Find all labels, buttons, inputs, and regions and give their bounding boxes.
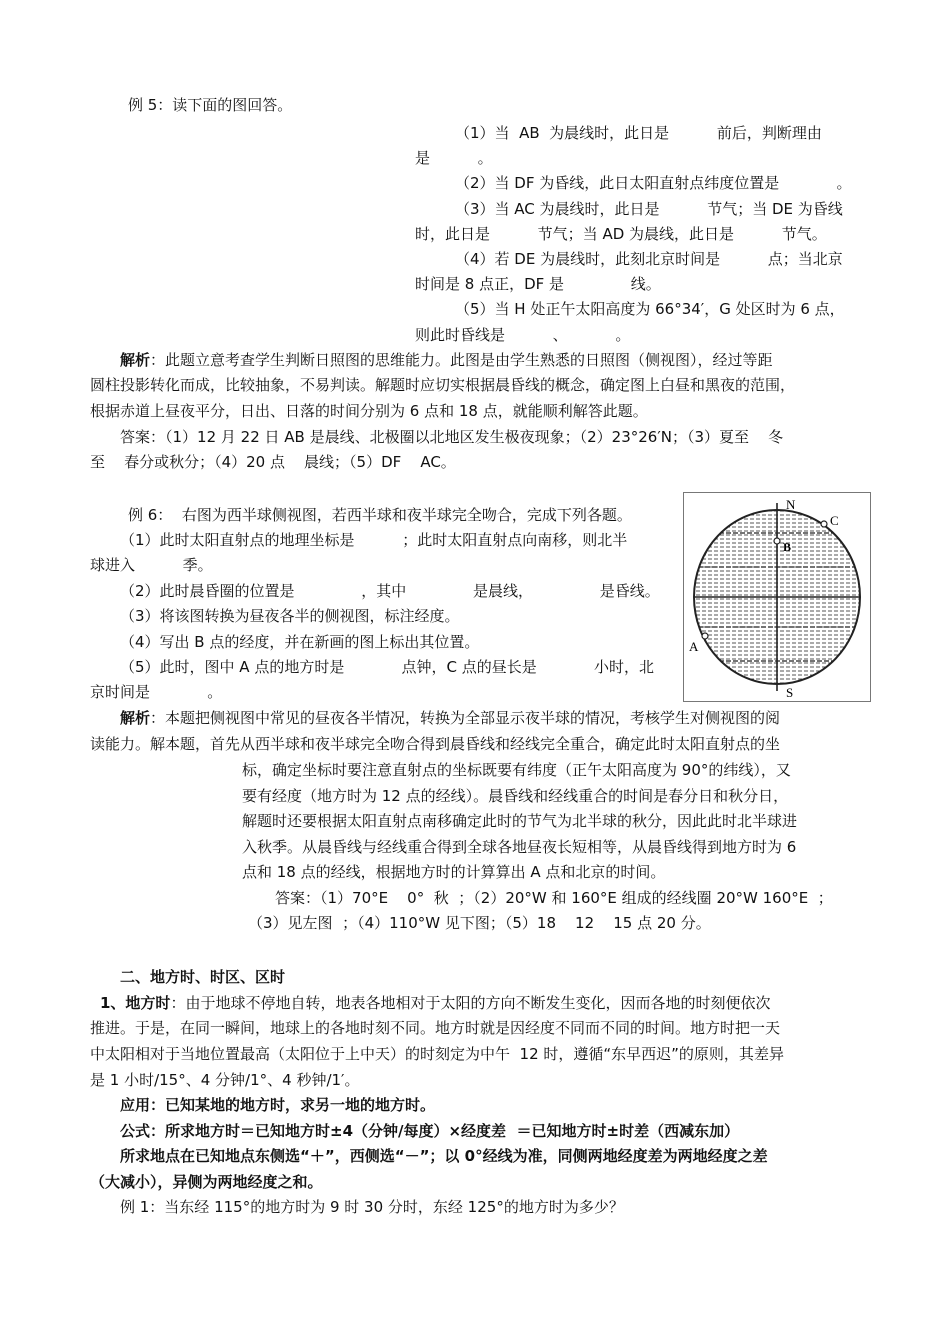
ex6-analysis-line6: 入秋季。从晨昏线与经线重合得到全球各地昼夜长短相等，从晨昏线得到地方时为 6 (242, 838, 797, 856)
ex5-analysis-label: 解析 (120, 351, 151, 369)
ex5-analysis-line3: 根据赤道上昼夜平分，日出、日落的时间分别为 6 点和 18 点，就能顺利解答此题。 (90, 402, 648, 420)
ex6-q2: （2）此时晨昏圈的位置是 ，其中 是晨线， 是昏线。 (120, 582, 660, 600)
local-time-term: 1、地方时 (100, 994, 171, 1012)
label-b: B (783, 540, 792, 554)
hemisphere-diagram (684, 493, 870, 701)
ex6-analysis-line1 (120, 708, 780, 728)
ex6-q5-line1: （5）此时，图中 A 点的地方时是 点钟，C 点的昼长是 小时，北 (120, 658, 655, 676)
ex5-q1-line2: 是 。 (415, 149, 493, 167)
section2-para-line3: 中太阳相对于当地位置最高（太阳位于上中天）的时刻定为中午 12 时，遵循“东早西迟”的原则，其差异 (90, 1045, 784, 1063)
section2-para-line4: 是 1 小时/15°、4 分钟/1°、4 秒钟/1′。 (90, 1071, 360, 1089)
ex5-q2: （2）当 DF 为昏线，此日太阳直射点纬度位置是 。 (455, 174, 852, 192)
application-line: 应用：已知某地的地方时，求另一地的地方时。 (120, 1096, 436, 1114)
ex6-analysis-label: 解析 (120, 709, 151, 727)
ex5-q4-line2: 时间是 8 点正，DF 是 线。 (415, 275, 661, 293)
ex6-q3: （3）将该图转换为昼夜各半的侧视图，标注经度。 (120, 607, 460, 625)
ex5-q4-line1: （4）若 DE 为晨线时，此刻北京时间是 点；当北京 (455, 250, 843, 268)
ex5-answer-line1: 答案：（1）12 月 22 日 AB 是晨线、北极圈以北地区发生极夜现象；（2）23°26′N；（3）夏至 冬 (120, 428, 784, 446)
ex5-answer-line2: 至 春分或秋分；（4）20 点 晨线；（5）DF AC。 (90, 453, 456, 471)
ex6-q1-line1: （1）此时太阳直射点的地理坐标是 ；此时太阳直射点向南移，则北半 (120, 531, 628, 549)
section2-para-line2: 推进。于是，在同一瞬间，地球上的各地时刻不同。地方时就是因经度不同而不同的时间。地方时把一天 (90, 1019, 781, 1037)
ex5-analysis-line2: 圆柱投影转化而成，比较抽象，不易判读。解题时应切实根据晨昏线的概念，确定图上白昼和黑夜的范围， (90, 376, 796, 394)
ex6-analysis-line2: 读能力。解本题，首先从西半球和夜半球完全吻合得到晨昏线和经线完全重合，确定此时太阳直射点的坐 (90, 735, 781, 753)
ex6-analysis-line4: 要有经度（地方时为 12 点的经线）。晨昏线和经线重合的时间是春分日和秋分日， (242, 787, 789, 805)
ex5-q1-line1: （1）当 AB 为晨线时，此日是 前后，判断理由 (455, 124, 822, 142)
western-hemisphere-figure (683, 492, 871, 702)
ex5-analysis-text: ：此题立意考查学生判断日照图的思维能力。此图是由学生熟悉的日照图（侧视图），经过等距 (150, 351, 773, 369)
label-n: N (786, 497, 796, 512)
ex6-answer-line1: 答案：（1）70°E 0° 秋 ；（2）20°W 和 160°E 组成的经线圈 20°W 160°E ； (275, 889, 833, 907)
ex5-q5-line1: （5）当 H 处正午太阳高度为 66°34′，G 处区时为 6 点， (455, 300, 845, 318)
ex6-analysis-line7: 点和 18 点的经线，根据地方时的计算算出 A 点和北京的时间。 (242, 863, 666, 881)
rule-line2: （大减小），异侧为两地经度之和。 (90, 1173, 323, 1191)
ex6-q1-line2: 球进入 季。 (90, 556, 213, 574)
point-c-marker (821, 521, 827, 527)
ex5-q5-line2: 则此时昏线是 、 。 (415, 326, 631, 344)
rule-line1: 所求地点在已知地点东侧选“＋”，西侧选“－”；以 0°经线为准，同侧两地经度差为两地经度之差 (120, 1147, 768, 1165)
formula-line: 公式：所求地方时＝已知地方时±4（分钟/每度）×经度差 ＝已知地方时±时差（西减东加） (120, 1122, 740, 1140)
ex5-q3-line1: （3）当 AC 为晨线时，此日是 节气；当 DE 为昏线 (455, 200, 843, 218)
ex6-q4: （4）写出 B 点的经度，并在新画的图上标出其位置。 (120, 633, 480, 651)
ex5-analysis-line1 (120, 350, 773, 370)
ex6-analysis-line3: 标，确定坐标时要注意直射点的坐标既要有纬度（正午太阳高度为 90°的纬线），又 (242, 761, 791, 779)
ex6-analysis-line5: 解题时还要根据太阳直射点南移确定此时的节气为北半球的秋分，因此此时北半球进 (242, 812, 798, 830)
section2-heading: 二、地方时、时区、区时 (120, 968, 286, 986)
label-a: A (689, 639, 699, 654)
example1-question: 例 1：当东经 115°的地方时为 9 时 30 分时，东经 125°的地方时为多少？ (120, 1198, 624, 1216)
section2-para-line1 (100, 993, 770, 1013)
ex6-q5-line2: 京时间是 。 (90, 683, 223, 701)
label-c: C (830, 513, 839, 528)
ex5-q3-line2: 时，此日是 节气；当 AD 为晨线，此日是 节气。 (415, 225, 827, 243)
point-a-marker (702, 633, 708, 639)
local-time-definition: ：由于地球不停地自转，地表各地相对于太阳的方向不断发生变化，因而各地的时刻便依次 (170, 994, 771, 1012)
ex6-analysis-text: ：本题把侧视图中常见的昼夜各半情况，转换为全部显示夜半球的情况，考核学生对侧视图的阅 (150, 709, 781, 727)
point-b-marker (774, 538, 780, 544)
ex6-answer-line2: （3）见左图 ；（4）110°W 见下图；（5）18 12 15 点 20 分。 (248, 914, 711, 932)
ex6-title: 例 6： 右图为西半球侧视图，若西半球和夜半球完全吻合，完成下列各题。 (128, 506, 632, 524)
ex5-title: 例 5：读下面的图回答。 (128, 96, 293, 114)
label-s: S (786, 685, 794, 700)
